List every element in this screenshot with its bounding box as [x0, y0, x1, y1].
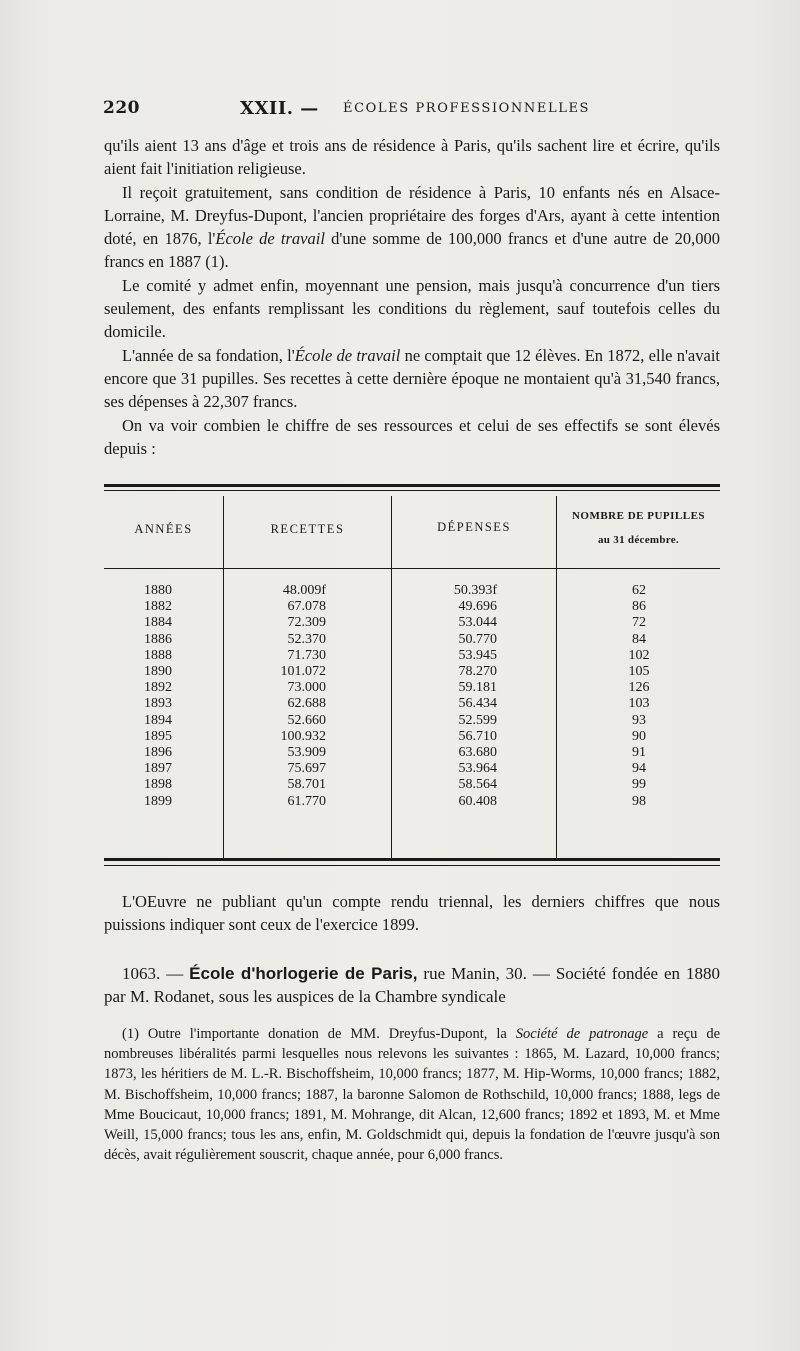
table-rule — [104, 484, 720, 487]
footnote-text: (1) Outre l'importante donation de MM. Dreyfus-Dupont, la Société de patronage a reçu de nombreuses libéralités parmi lesquelles nous relevons les suivantes : 1865, M. Lazard, 10,000 francs; 1873, les héritiers de M. L.-R. Bischoffsheim, 10,000 francs; 1877, M. Hip-Worms, 10,000 francs; 1882, M. Bischoffsheim, 10,000 francs; 1887, la baronne Salomon de Rothschild, 10,000 francs; 1888, legs de Mme Boucicaut, 10,000 francs; 1891, M. Mohrange, dit Alcan, 12,600 francs; 1892 et 1893, M. et Mme Weill, 15,000 francs; tous les ans, enfin, M. Goldschmidt qui, depuis la fondation de l'œuvre jusqu'à son décès, avait régulièrement souscrit, chaque année, pour 6,000 francs. — [104, 1026, 721, 1164]
table-cell-pupils: 94 — [632, 761, 646, 777]
table-cell-year: 1898 — [144, 777, 172, 793]
table-cell-year: 1890 — [144, 664, 172, 680]
expenses-column — [425, 583, 497, 810]
table-cell-pupils: 84 — [632, 631, 646, 647]
table-cell-expenses: 56.710 — [458, 728, 497, 744]
table-cell-receipts: 61.770 — [287, 793, 326, 809]
table-cell-year: 1886 — [144, 631, 172, 647]
table-cell-receipts: 62.688 — [287, 696, 326, 712]
table-cell-year: 1894 — [144, 712, 172, 728]
page-number: 220 — [103, 98, 140, 118]
table-cell-pupils: 126 — [628, 680, 650, 696]
table-rule — [104, 490, 720, 491]
table-cell-receipts: 71.730 — [287, 647, 326, 663]
table-cell-receipts: 48.009f — [282, 583, 326, 598]
header-pupils: NOMBRE DE PUPILLES — [571, 510, 706, 522]
table-cell-year: 1899 — [144, 793, 172, 809]
section-title: École d'horlogerie de Paris, — [189, 964, 418, 983]
table-cell-pupils: 105 — [628, 664, 650, 680]
years-column — [144, 583, 172, 810]
section-number: 1063. — — [122, 964, 184, 983]
chapter-number: XXII. — — [240, 98, 319, 119]
table-cell-expenses: 78.270 — [458, 664, 497, 680]
chapter-title: ÉCOLES PROFESSIONNELLES — [343, 101, 591, 116]
table-cell-expenses: 52.599 — [458, 712, 497, 728]
table-cell-receipts: 100.932 — [280, 728, 326, 744]
table-cell-year: 1888 — [144, 647, 172, 663]
table-cell-year: 1882 — [144, 599, 172, 615]
column-divider — [556, 496, 557, 858]
header-pupils-sub: au 31 décembre. — [598, 534, 679, 546]
paragraph: Le comité y admet enfin, moyennant une pension, mais jusqu'à concurrence d'un tiers seulement, des enfants remplissant les conditions du règlement, sauf toutefois celles du domicile. — [104, 275, 720, 342]
table-cell-receipts: 58.701 — [287, 777, 326, 793]
column-divider — [223, 496, 224, 858]
table-cell-expenses: 53.945 — [458, 647, 497, 663]
header-receipts: RECETTES — [270, 522, 345, 536]
table-cell-receipts: 67.078 — [287, 599, 326, 615]
closing-paragraph — [104, 890, 720, 937]
table-cell-pupils: 72 — [632, 615, 646, 631]
table-cell-expenses: 59.181 — [458, 680, 497, 696]
paragraph: On va voir combien le chiffre de ses ressources et celui de ses effectifs se sont élevés depuis : — [104, 415, 720, 458]
header-expenses: DÉPENSES — [437, 520, 511, 534]
table-cell-receipts: 72.309 — [287, 615, 326, 631]
table-cell-expenses: 53.964 — [458, 761, 497, 777]
table-cell-expenses: 49.696 — [458, 599, 497, 615]
table-rule — [104, 858, 720, 861]
table-cell-pupils: 62 — [632, 583, 646, 598]
column-divider — [391, 496, 392, 858]
pupils-column — [624, 583, 654, 810]
table-cell-year: 1893 — [144, 696, 172, 712]
table-cell-year: 1896 — [144, 745, 172, 761]
section-1063 — [104, 962, 720, 1009]
statistics-table — [104, 484, 720, 870]
paragraph: qu'ils aient 13 ans d'âge et trois ans de résidence à Paris, qu'ils sachent lire et écrire, qu'ils aient fait l'initiation religieuse. — [104, 136, 720, 179]
table-cell-year: 1895 — [144, 728, 172, 744]
table-rule — [104, 865, 720, 866]
table-cell-year: 1892 — [144, 680, 172, 696]
running-header — [103, 98, 723, 118]
table-cell-pupils: 86 — [632, 599, 646, 615]
table-cell-receipts: 52.660 — [287, 712, 326, 728]
intro-text — [104, 134, 720, 460]
table-rule — [104, 568, 720, 569]
table-cell-expenses: 58.564 — [458, 777, 497, 793]
table-cell-expenses: 50.770 — [458, 631, 497, 647]
table-cell-expenses: 53.044 — [458, 615, 497, 631]
table-cell-year: 1884 — [144, 615, 172, 631]
table-cell-receipts: 73.000 — [287, 680, 326, 696]
table-cell-pupils: 102 — [628, 647, 650, 663]
footnote — [104, 1024, 720, 1165]
table-cell-year: 1880 — [144, 583, 172, 598]
table-cell-pupils: 103 — [628, 696, 650, 712]
paragraph: L'OEuvre ne publiant qu'un compte rendu triennal, les derniers chiffres que nous puissions indiquer sont ceux de l'exercice 1899. — [104, 892, 720, 935]
table-cell-pupils: 90 — [632, 728, 646, 744]
table-cell-receipts: 53.909 — [287, 745, 326, 761]
paragraph: L'année de sa fondation, l'École de travail ne comptait que 12 élèves. En 1872, elle n'avait encore que 31 pupilles. Ses recettes à cette dernière époque ne montaient qu'à 31,540 francs, ses dépenses à 22,307 francs. — [104, 345, 720, 412]
table-cell-year: 1897 — [144, 761, 172, 777]
table-cell-receipts: 52.370 — [287, 631, 326, 647]
table-cell-pupils: 98 — [632, 793, 646, 809]
table-cell-expenses: 60.408 — [458, 793, 497, 809]
table-cell-receipts: 75.697 — [287, 761, 326, 777]
header-years: ANNÉES — [134, 522, 193, 536]
table-cell-expenses: 56.434 — [458, 696, 497, 712]
table-cell-expenses: 50.393f — [453, 583, 497, 598]
table-cell-pupils: 93 — [632, 712, 646, 728]
table-cell-pupils: 91 — [632, 745, 646, 761]
section-paragraph: 1063. — École d'horlogerie de Paris, rue Manin, 30. — Société fondée en 1880 par M. Rodanet, sous les auspices de la Chambre syndicale — [104, 964, 720, 1007]
table-cell-pupils: 99 — [632, 777, 646, 793]
table-cell-expenses: 63.680 — [458, 745, 497, 761]
receipts-column — [254, 583, 326, 810]
table-cell-receipts: 101.072 — [280, 664, 326, 680]
paragraph: Il reçoit gratuitement, sans condition de résidence à Paris, 10 enfants nés en Alsace-Lorraine, M. Dreyfus-Dupont, l'ancien propriétaire des forges d'Ars, ayant à cette intention doté, en 1876, l'École de travail d'une somme de 100,000 francs et d'une autre de 20,000 francs en 1887 (1). — [104, 182, 720, 272]
